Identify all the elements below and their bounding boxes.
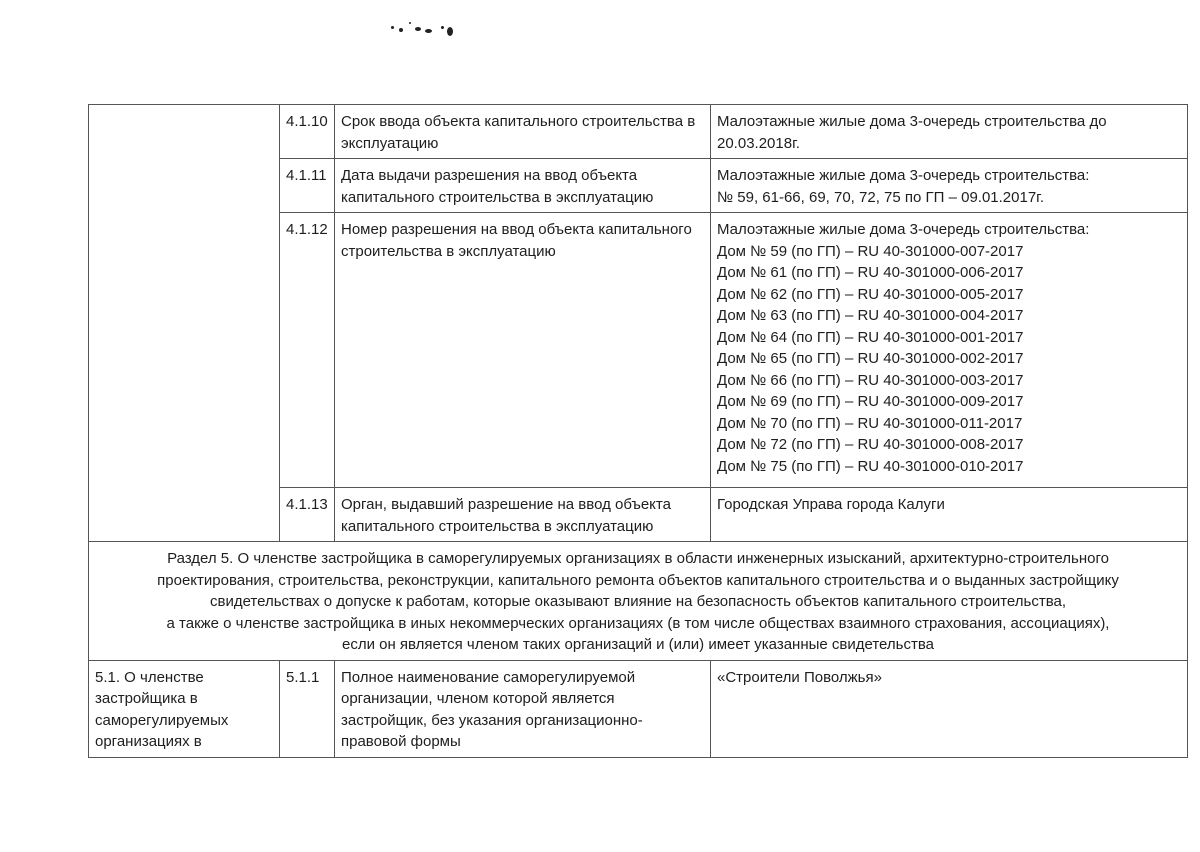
value-line: Дом № 75 (по ГП) – RU 40-301000-010-2017 (717, 457, 1024, 475)
document-table (88, 104, 1188, 758)
value-line: Дом № 59 (по ГП) – RU 40-301000-007-2017 (717, 242, 1024, 260)
heading-line: если он является членом таких организаций и (или) имеет указанные свидетельства (342, 636, 934, 654)
group-cell-empty (89, 105, 280, 542)
row-value (711, 488, 1188, 542)
value-line: 20.03.2018г. (717, 134, 800, 152)
row-number: 4.1.10 (280, 105, 335, 159)
section-5-heading-row (89, 542, 1188, 661)
value-line: Малоэтажные жилые дома 3-очередь строительства: (717, 167, 1090, 184)
row-label: Орган, выдавший разрешение на ввод объекта капитального строительства в эксплуатацию (335, 488, 711, 542)
row-label: Дата выдачи разрешения на ввод объекта капитального строительства в эксплуатацию (335, 159, 711, 213)
row-label: Полное наименование саморегулируемой организации, членом которой является застройщик, без указания организационно-правовой формы (335, 660, 711, 757)
scan-ink-specks (385, 18, 475, 38)
row-value (711, 105, 1188, 159)
row-number: 4.1.13 (280, 488, 335, 542)
table-row-5-1-1 (89, 660, 1188, 757)
heading-line: Раздел 5. О членстве застройщика в саморегулируемых организациях в области инженерных изысканий, архитектурно-строительного (167, 550, 1109, 567)
value-line: № 59, 61-66, 69, 70, 72, 75 по ГП – 09.01.2017г. (717, 188, 1044, 206)
heading-line: а также о членстве застройщика в иных некоммерческих организациях (в том числе обществах взаимного страхования, ассоциациях), (166, 614, 1110, 632)
row-value (711, 159, 1188, 213)
value-line: Дом № 62 (по ГП) – RU 40-301000-005-2017 (717, 285, 1024, 303)
value-line: Малоэтажные жилые дома 3-очередь строительства до (717, 113, 1107, 130)
value-line: Дом № 66 (по ГП) – RU 40-301000-003-2017 (717, 371, 1024, 389)
row-label: Номер разрешения на ввод объекта капитального строительства в эксплуатацию (335, 213, 711, 488)
value-line: Дом № 72 (по ГП) – RU 40-301000-008-2017 (717, 436, 1024, 453)
row-number: 5.1.1 (280, 660, 335, 757)
value-line: Дом № 61 (по ГП) – RU 40-301000-006-2017 (717, 264, 1024, 281)
row-number: 4.1.11 (280, 159, 335, 213)
value-line: Дом № 64 (по ГП) – RU 40-301000-001-2017 (717, 328, 1024, 346)
row-label: Срок ввода объекта капитального строительства в эксплуатацию (335, 105, 711, 159)
section-5-heading (89, 542, 1188, 661)
value-line: Малоэтажные жилые дома 3-очередь строительства: (717, 221, 1090, 238)
value-line: Дом № 65 (по ГП) – RU 40-301000-002-2017 (717, 350, 1024, 367)
row-value (711, 213, 1188, 488)
group-label-5-1: 5.1. О членстве застройщика в саморегулируемых организациях в (89, 660, 280, 757)
heading-line: свидетельствах о допуске к работам, которые оказывают влияние на безопасность объектов капитального строительства, (209, 593, 1067, 611)
value-line: Городская Управа города Калуги (717, 496, 945, 513)
value-line: Дом № 69 (по ГП) – RU 40-301000-009-2017 (717, 393, 1024, 410)
heading-line: проектирования, строительства, реконструкции, капитального ремонта объектов капитального строительства и о выданных застройщику (157, 571, 1119, 589)
value-line: Дом № 63 (по ГП) – RU 40-301000-004-2017 (717, 307, 1024, 324)
row-number: 4.1.12 (280, 213, 335, 488)
row-value: «Строители Поволжья» (711, 660, 1188, 757)
value-line: Дом № 70 (по ГП) – RU 40-301000-011-2017 (717, 414, 1023, 432)
table-row-4-1-10 (89, 105, 1188, 159)
